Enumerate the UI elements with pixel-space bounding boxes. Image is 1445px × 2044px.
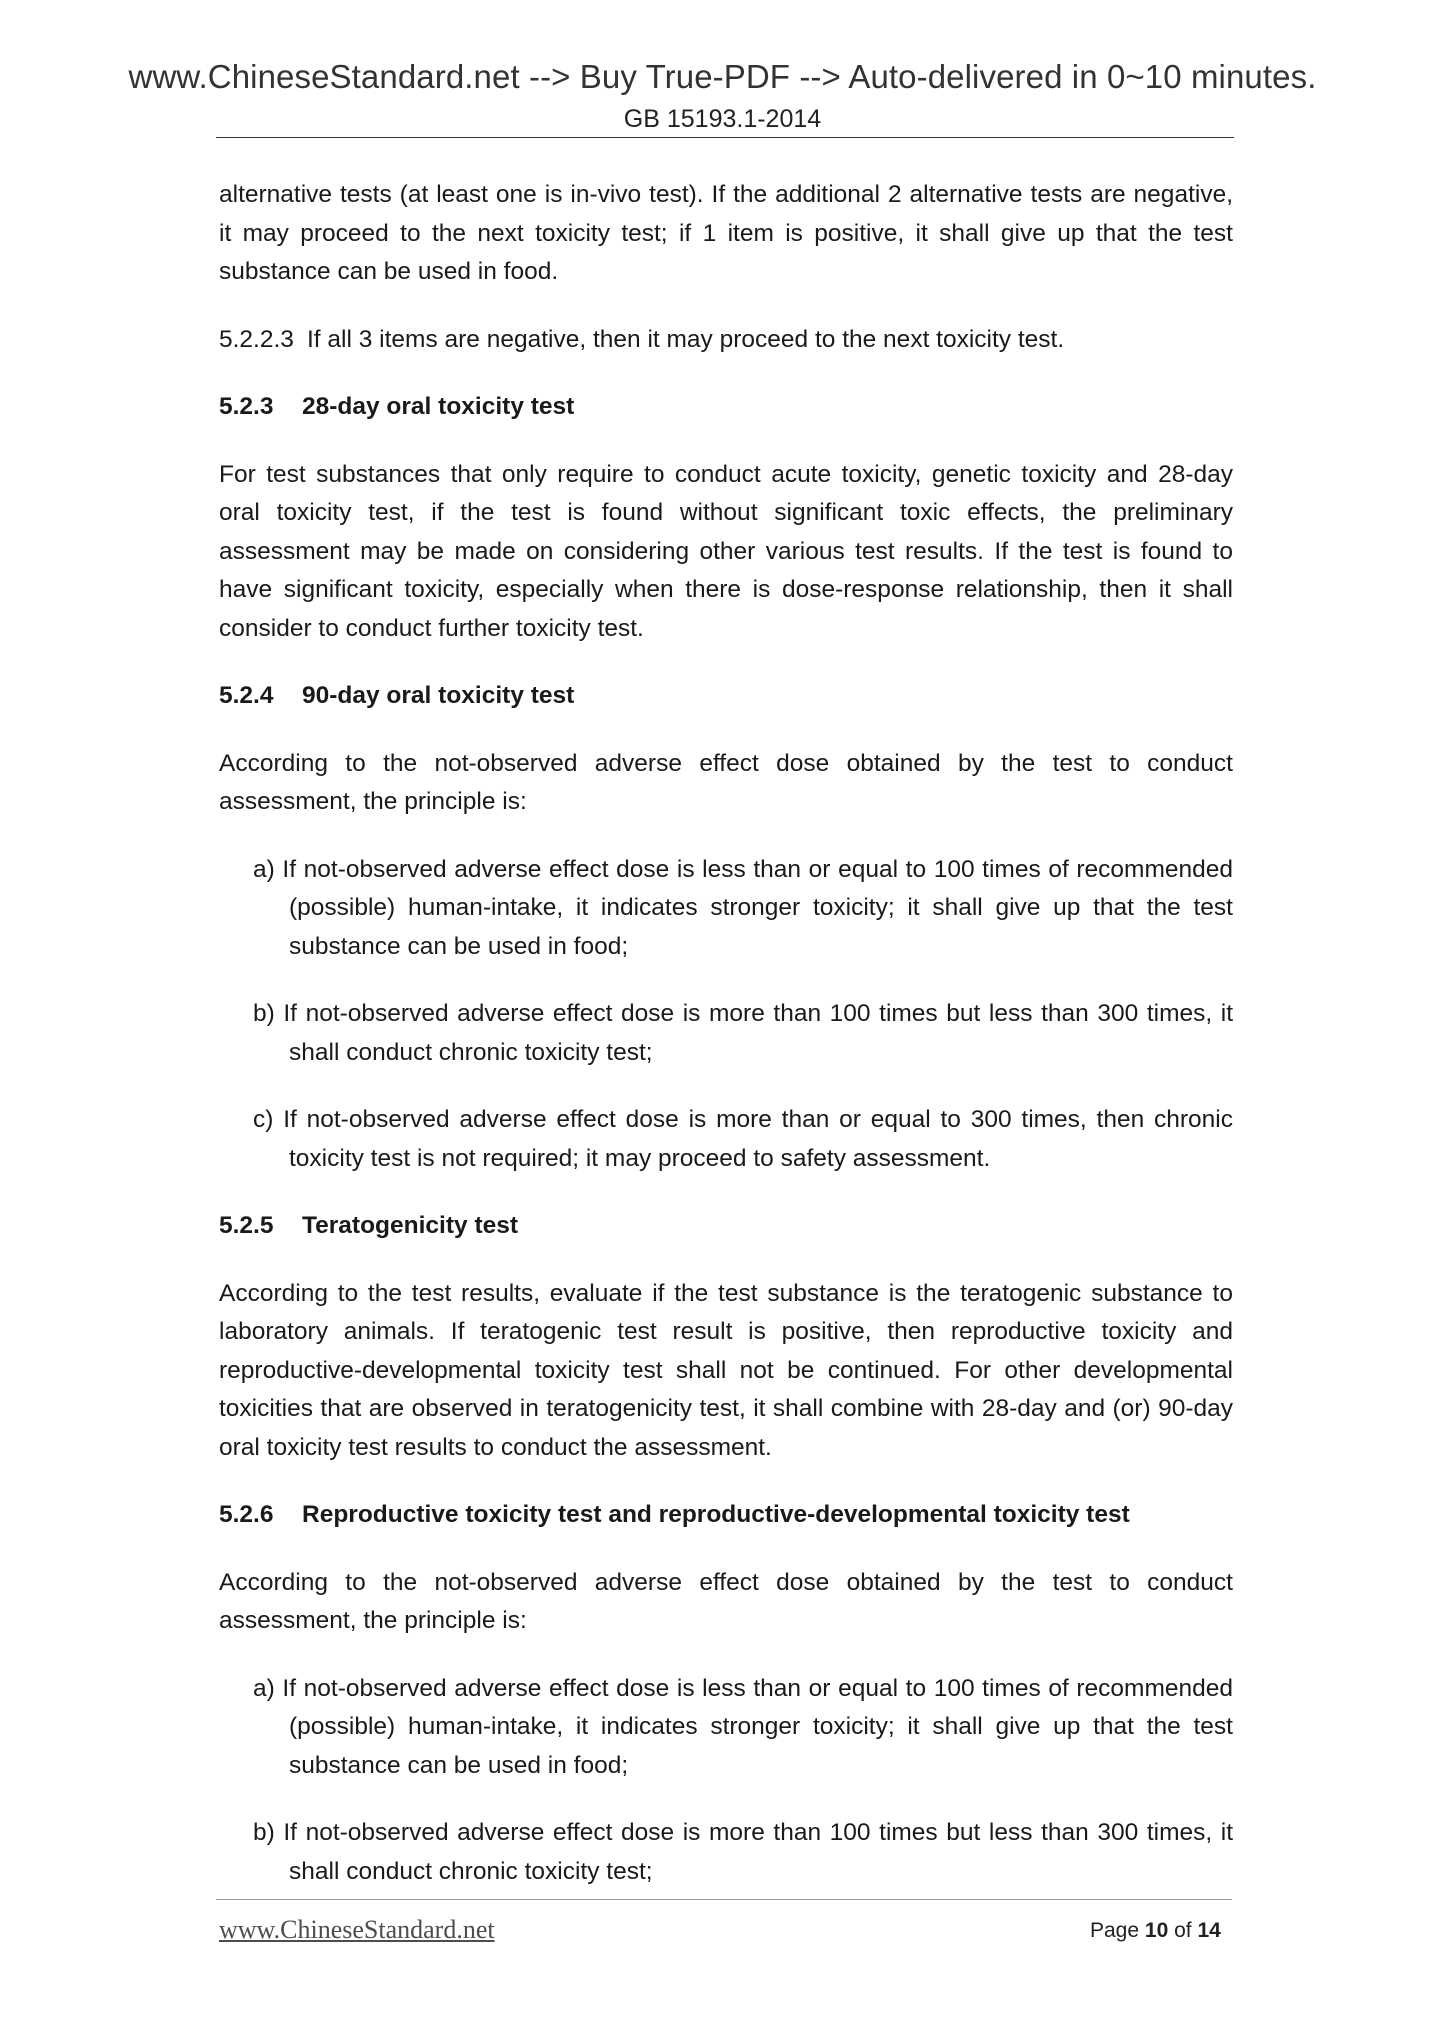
document-number: GB 15193.1-2014 [623, 105, 822, 133]
clause-number: 5.2.2.3 [219, 325, 294, 353]
page-total: 14 [1197, 1919, 1221, 1942]
section-title: 28-day oral toxicity test [302, 393, 575, 420]
paragraph-5-2-6: According to the not-observed adverse effect dose obtained by the test to conduct assessment, the principle is: [219, 1568, 1233, 1634]
list-item-5-2-6-a: a) If not-observed adverse effect dose is less than or equal to 100 times of recommended (possible) human-intake, it indicates stronger toxicity; it shall give up that the test substance can be used in food; [253, 1674, 1233, 1779]
list-item-5-2-4-c: c) If not-observed adverse effect dose is more than or equal to 300 times, then chronic toxicity test is not required; it may proceed to safety assessment. [253, 1106, 1233, 1172]
section-heading-5-2-6 [219, 1496, 1233, 1535]
paragraph-continued: alternative tests (at least one is in-vivo test). If the additional 2 alternative tests are negative, it may proceed to the next toxicity test; if 1 item is positive, it shall give up that the test substance can be used in food. [219, 181, 1233, 285]
section-heading-5-2-5 [219, 1207, 1233, 1246]
footer-divider [216, 1899, 1232, 1900]
section-number: 5.2.5 [219, 1212, 274, 1239]
paragraph-5-2-4: According to the not-observed adverse effect dose obtained by the test to conduct assessment, the principle is: [219, 749, 1233, 815]
section-title: Teratogenicity test [302, 1212, 519, 1239]
section-number: 5.2.6 [219, 1501, 274, 1528]
page-word: Page [1090, 1919, 1140, 1942]
section-number: 5.2.4 [219, 682, 274, 709]
list-item-5-2-4-b: b) If not-observed adverse effect dose is more than 100 times but less than 300 times, it shall conduct chronic toxicity test; [253, 1000, 1233, 1066]
of-word: of [1174, 1919, 1192, 1942]
document-body [219, 176, 1233, 1920]
header-divider [216, 137, 1234, 138]
section-title: Reproductive toxicity test and reproductive-developmental toxicity test [302, 1501, 1130, 1528]
paragraph-5-2-3: For test substances that only require to conduct acute toxicity, genetic toxicity and 28-day oral toxicity test, if the test is found without significant toxic effects, the preliminary assessment may be made on considering other various test results. If the test is found to have significant toxicity, especially when there is dose-response relationship, then it shall consider to conduct further toxicity test. [219, 460, 1233, 642]
list-item-5-2-4-a: a) If not-observed adverse effect dose is less than or equal to 100 times of recommended (possible) human-intake, it indicates stronger toxicity; it shall give up that the test substance can be used in food; [253, 855, 1233, 960]
section-heading-5-2-4 [219, 677, 1233, 716]
paragraph-5-2-5: According to the test results, evaluate if the test substance is the teratogenic substance to laboratory animals. If teratogenic test result is positive, then reproductive toxicity and reproductive-developmental toxicity test shall not be continued. For other developmental toxicities that are observed in teratogenicity test, it shall combine with 28-day and (or) 90-day oral toxicity test results to conduct the assessment. [219, 1279, 1233, 1461]
clause-5-2-2-3 [219, 321, 1233, 360]
page-indicator [1090, 1919, 1221, 1943]
section-title: 90-day oral toxicity test [302, 682, 575, 709]
footer-site-link[interactable]: www.ChineseStandard.net [219, 1915, 495, 1944]
list-item-5-2-6-b: b) If not-observed adverse effect dose is more than 100 times but less than 300 times, it shall conduct chronic toxicity test; [253, 1819, 1233, 1885]
clause-text: If all 3 items are negative, then it may proceed to the next toxicity test. [307, 325, 1065, 353]
page-current: 10 [1144, 1919, 1169, 1942]
section-heading-5-2-3 [219, 388, 1233, 427]
header-banner: www.ChineseStandard.net --> Buy True-PDF --> Auto-delivered in 0~10 minutes. [128, 58, 1317, 95]
section-number: 5.2.3 [219, 393, 274, 420]
